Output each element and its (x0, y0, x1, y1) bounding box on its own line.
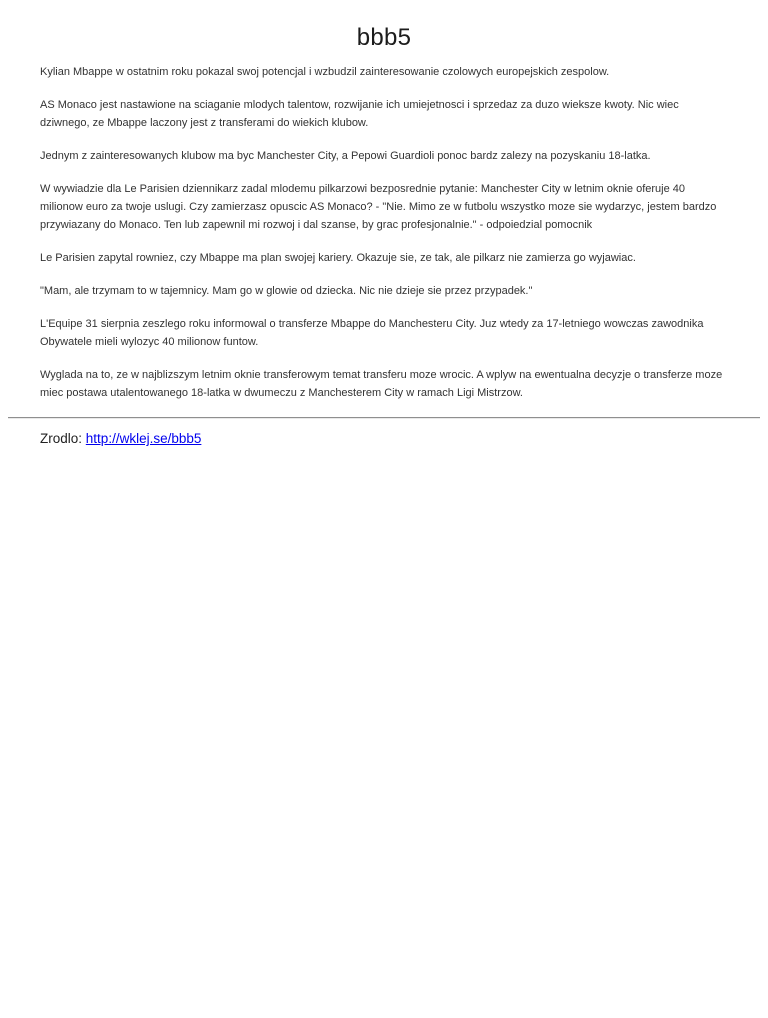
page-title: bbb5 (356, 24, 412, 51)
article-paragraph: L'Equipe 31 sierpnia zeszlego roku informowal o transferze Mbappe do Manchesteru City. Juz wtedy za 17-letniego wowczas zawodnika Obywatele mieli wylozyc 40 milionow funtow. (40, 318, 704, 348)
source-label: Zrodlo: (40, 431, 83, 446)
source-line (40, 430, 728, 447)
article-paragraph: Le Parisien zapytal rowniez, czy Mbappe ma plan swojej kariery. Okazuje sie, ze tak, ale pilkarz nie zamierza go wyjawiac. (40, 252, 636, 264)
divider (8, 417, 760, 419)
article-paragraph: Kylian Mbappe w ostatnim roku pokazal swoj potencjal i wzbudzil zainteresowanie czolowych europejskich zespolow. (40, 66, 610, 78)
document-page (0, 24, 768, 1018)
article-paragraph: "Mam, ale trzymam to w tajemnicy. Mam go w glowie od dziecka. Nic nie dzieje sie przez przypadek." (40, 285, 533, 297)
article-paragraph: Jednym z zainteresowanych klubow ma byc Manchester City, a Pepowi Guardioli ponoc bardz zalezy na pozyskaniu 18-latka. (40, 150, 651, 162)
article-paragraph: Wyglada na to, ze w najblizszym letnim oknie transferowym temat transferu moze wrocic. A wplyw na ewentualna decyzje o transferze moze miec postawa utalentowanego 18-latka w dwumeczu z Manchesterem City w ramach Ligi Mistrzow. (40, 369, 723, 399)
article-paragraph: W wywiadzie dla Le Parisien dziennikarz zadal mlodemu pilkarzowi bezposrednie pytanie: Manchester City w letnim oknie oferuje 40 milionow euro za twoje uslugi. Czy zamierzasz opuscic AS Monaco? - "Nie. Mimo ze w futbolu wszystko moze sie wydarzyc, jestem bardzo przywiazany do Monaco. Ten lub zapewnil mi rozwoj i dal szanse, by grac profesjonalnie." - odpoiedzial pomocnik (40, 183, 717, 231)
article-paragraph: AS Monaco jest nastawione na sciaganie mlodych talentow, rozwijanie ich umiejetnosci i sprzedaz za duzo wieksze kwoty. Nic wiec dziwnego, ze Mbappe laczony jest z transferami do wiekich klubow. (40, 99, 679, 129)
article-body (40, 52, 728, 402)
source-link[interactable]: http://wklej.se/bbb5 (85, 431, 202, 446)
